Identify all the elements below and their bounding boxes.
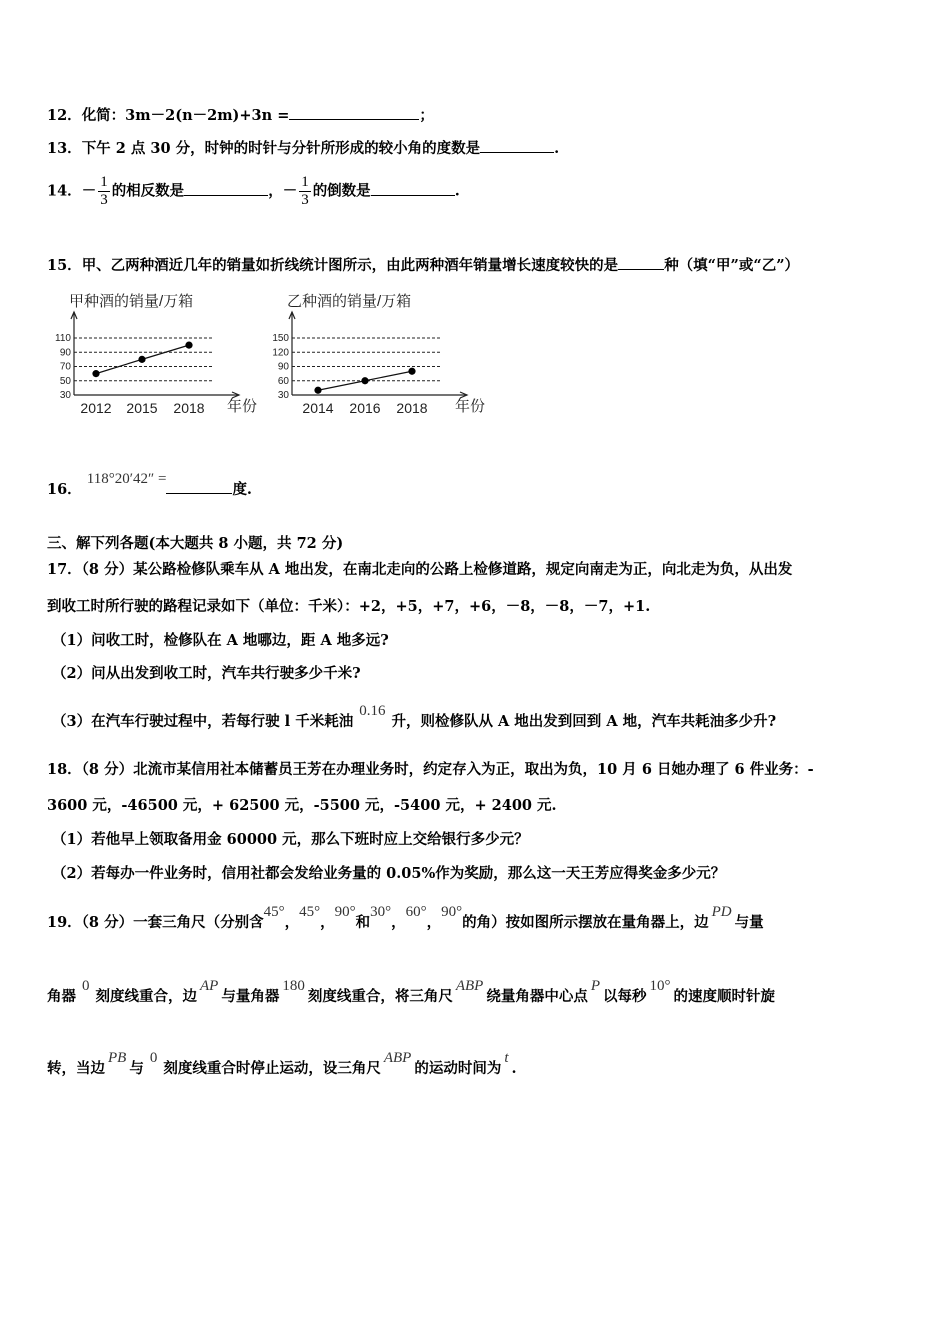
fraction-one-third: $\frac{1}{3}$	[100, 174, 108, 208]
answer-blank[interactable]	[184, 181, 268, 196]
answer-blank[interactable]	[618, 255, 664, 270]
angle-expression: 118°20′42″ =	[86, 471, 167, 487]
question-16: 16． 118°20′42″ =度.	[47, 471, 252, 498]
question-13: 13．下午 2 点 30 分，时钟的时针与分针所形成的较小角的度数是 .	[47, 140, 560, 157]
y-tick-label: 150	[272, 333, 289, 344]
line-chart-yi-svg	[262, 290, 487, 420]
y-tick-label: 30	[59, 390, 71, 401]
x-tick-label: 2016	[349, 400, 381, 416]
answer-blank[interactable]	[166, 479, 232, 494]
y-tick-label: 90	[277, 361, 289, 373]
question-19-line1: 19．（8 分）一套三角尺（分别含45°，45°，90°和30°，60°，90°的角）按如图所示摆放在量角器上，边PD与量	[47, 904, 764, 931]
question-text: 化简：3m－2(n－2m)+3n =	[81, 107, 290, 124]
y-tick-label: 60	[277, 375, 289, 387]
y-tick-label: 70	[59, 361, 71, 373]
question-text: 下午 2 点 30 分，时钟的时针与分针所形成的较小角的度数是	[81, 140, 481, 157]
data-point	[314, 387, 321, 394]
question-18-part2: （2）若每办一件业务时，信用社都会发给业务量的 0.05%作为奖励，那么这一天王芳应得奖金多少元？	[52, 865, 726, 882]
x-tick-label: 2018	[396, 400, 428, 416]
question-18-line1: 18．（8 分）北流市某信用社本储蓄员王芳在办理业务时，约定存入为正，取出为负，10 月 6 日她办理了 6 件业务：-	[47, 761, 814, 778]
x-axis-label: 年份	[227, 398, 258, 415]
data-point	[138, 356, 145, 363]
answer-blank[interactable]	[371, 181, 455, 196]
question-15: 15．甲、乙两种酒近几年的销量如折线统计图所示，由此两种酒年销量增长速度较快的是 种（填“甲”或“乙”）	[47, 257, 800, 274]
y-tick-label: 50	[59, 375, 71, 387]
data-point	[92, 370, 99, 377]
question-19-line3: 转，当边PB与0刻度线重合时停止运动，设三角尺ABP的运动时间为t.	[47, 1050, 517, 1077]
question-17-part2: （2）问从出发到收工时，汽车共行驶多少千米?	[52, 665, 361, 682]
x-tick-label: 2015	[126, 400, 158, 416]
question-17-part1: （1）问收工时，检修队在 A 地哪边，距 A 地多远?	[52, 632, 389, 649]
line-chart-jia	[44, 290, 259, 424]
question-17-line2: 到收工时所行驶的路程记录如下（单位：千米）：+2，+5，+7，+6，－8，－8，－7，+1.	[47, 598, 651, 615]
question-number: 13．	[47, 140, 82, 157]
question-number: 16．	[47, 481, 82, 498]
section-heading: 三、解下列各题(本大题共 8 小题，共 72 分)	[47, 535, 344, 552]
chart-title: 乙种酒的销量/万箱	[287, 293, 412, 310]
y-tick-label: 110	[55, 333, 71, 344]
fraction-one-third: $\frac{1}{3}$	[301, 174, 309, 208]
question-17-part3: （3）在汽车行驶过程中，若每行驶 l 千米耗油0.16升，则检修队从 A 地出发到回到 A 地，汽车共耗油多少升?	[52, 703, 777, 730]
x-tick-label: 2018	[173, 400, 205, 416]
y-tick-label: 30	[277, 390, 289, 401]
question-18-part1: （1）若他早上领取备用金 60000 元，那么下班时应上交给银行多少元？	[52, 831, 529, 848]
line-chart-jia-svg	[44, 290, 259, 420]
question-number: 12．	[47, 107, 82, 124]
data-point	[185, 342, 192, 349]
question-12: 12．化简：3m－2(n－2m)+3n = ；	[47, 107, 434, 124]
question-text: 甲、乙两种酒近几年的销量如折线统计图所示，由此两种酒年销量增长速度较快的是	[81, 257, 619, 274]
question-14: 14．－ $\frac{1}{3}$ 的相反数是 ，－ $\frac{1}{3}$ 的倒数是 .	[47, 174, 460, 208]
question-18-line2: 3600 元，-46500 元，+ 62500 元，-5500 元，-5400 元，+ 2400 元.	[47, 797, 557, 814]
answer-blank[interactable]	[480, 138, 554, 153]
x-tick-label: 2014	[302, 400, 334, 416]
y-tick-label: 120	[272, 347, 289, 359]
fuel-rate: 0.16	[359, 703, 386, 719]
x-tick-label: 2012	[80, 400, 112, 416]
x-axis-label: 年份	[455, 398, 486, 415]
y-tick-label: 90	[59, 347, 71, 359]
question-number: 14．	[47, 182, 82, 200]
question-19-line2: 角器0刻度线重合，边AP与量角器180刻度线重合，将三角尺ABP绕量角器中心点P以每秒10°的速度顺时针旋	[47, 978, 775, 1005]
chart-title: 甲种酒的销量/万箱	[69, 293, 194, 310]
data-point	[408, 368, 415, 375]
answer-blank[interactable]	[289, 105, 419, 120]
line-chart-yi	[262, 290, 487, 424]
data-point	[361, 377, 368, 384]
question-number: 15．	[47, 257, 82, 274]
question-17-line1: 17．（8 分）某公路检修队乘车从 A 地出发，在南北走向的公路上检修道路，规定向南走为正，向北走为负，从出发	[47, 561, 793, 578]
